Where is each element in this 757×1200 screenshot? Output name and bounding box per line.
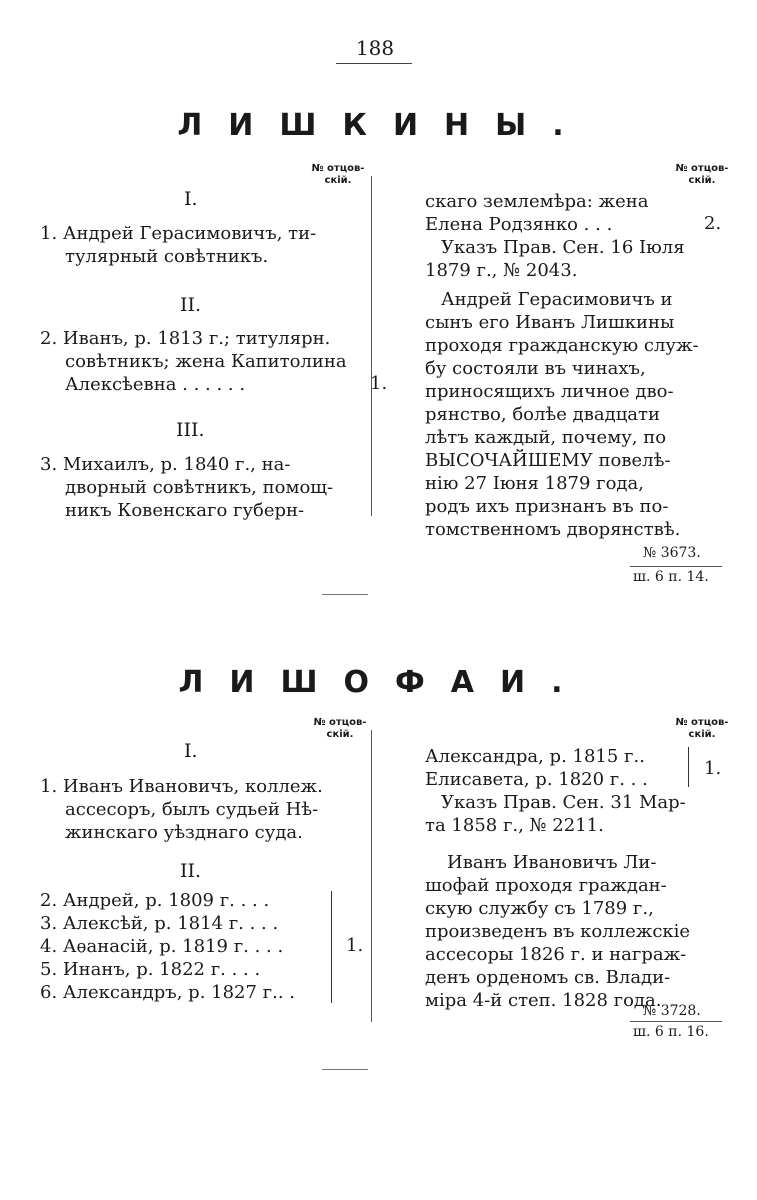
note-line: лѣтъ каждый, почему, по xyxy=(425,427,667,448)
entry-line: тулярный совѣтникъ. xyxy=(65,246,269,267)
note-line: Андрей Герасимовичъ и xyxy=(441,289,673,310)
entry-line: 3. Алексѣй, р. 1814 г. . . . xyxy=(40,913,279,934)
entry-line: Елисавета, р. 1820 г. . . xyxy=(425,769,648,790)
archive-number: № 3673. xyxy=(643,545,701,561)
parent-number: 2. xyxy=(704,213,722,234)
entry-line: 2. Иванъ, р. 1813 г.; титулярн. xyxy=(40,328,331,349)
entry-line: 2. Андрей, р. 1809 г. . . . xyxy=(40,890,270,911)
entry-line: 1. Иванъ Ивановичъ, коллеж. xyxy=(40,776,323,797)
entry-line: ассесоръ, былъ судьей Нѣ- xyxy=(65,799,319,820)
sibling-brace xyxy=(680,747,689,787)
note-line: ВЫСОЧАЙШЕМУ повелѣ- xyxy=(425,450,671,471)
entry-line: жинскаго уѣзднаго суда. xyxy=(65,822,303,843)
page-number: 188 xyxy=(355,36,395,60)
note-line: родъ ихъ признанъ въ по- xyxy=(425,496,669,517)
note-line: денъ орденомъ св. Влади- xyxy=(425,967,671,988)
decree-line: та 1858 г., № 2211. xyxy=(425,815,604,836)
column-header-left: № отцов- скій. xyxy=(311,163,365,186)
entry-line: Алексѣевна . . . . . . xyxy=(65,374,246,395)
entry-line: 6. Александръ, р. 1827 г.. . xyxy=(40,982,295,1003)
page-number-rule xyxy=(336,63,412,64)
entry-line: Елена Родзянко . . . xyxy=(425,214,613,235)
section-separator xyxy=(322,594,368,595)
entry-line: скаго землемѣра: жена xyxy=(425,191,649,212)
generation-heading: II. xyxy=(180,294,202,316)
section-separator xyxy=(322,1069,368,1070)
section-title-lishkiny: ЛИШКИНЫ. xyxy=(177,108,590,143)
generation-heading: I. xyxy=(184,188,198,210)
generation-heading: II. xyxy=(180,860,202,882)
archive-rule xyxy=(630,566,722,567)
note-line: скую службу съ 1789 г., xyxy=(425,898,654,919)
archive-location: ш. 6 п. 14. xyxy=(633,569,709,585)
note-line: міра 4-й степ. 1828 года. xyxy=(425,990,662,1011)
entry-line: совѣтникъ; жена Капитолина xyxy=(65,351,347,372)
note-line: проходя гражданскую служ- xyxy=(425,335,699,356)
decree-line: 1879 г., № 2043. xyxy=(425,260,578,281)
sibling-brace xyxy=(321,891,332,1003)
entry-line: никъ Ковенскаго губерн- xyxy=(65,500,305,521)
note-line: произведенъ въ коллежскіе xyxy=(425,921,691,942)
entry-line: дворный совѣтникъ, помощ- xyxy=(65,477,334,498)
note-line: бу состояли въ чинахъ, xyxy=(425,358,646,379)
entry-line: 5. Инанъ, р. 1822 г. . . . xyxy=(40,959,261,980)
column-header-left: № отцов- скій. xyxy=(313,717,367,740)
generation-heading: I. xyxy=(184,740,198,762)
note-line: нію 27 Іюня 1879 года, xyxy=(425,473,644,494)
column-header-right: № отцов- скій. xyxy=(675,717,729,740)
decree-line: Указъ Прав. Сен. 31 Мар- xyxy=(441,792,686,813)
entry-line: 1. Андрей Герасимовичъ, ти- xyxy=(40,223,317,244)
note-line: шофай проходя граждан- xyxy=(425,875,667,896)
archive-location: ш. 6 п. 16. xyxy=(633,1024,709,1040)
entry-line: Александра, р. 1815 г.. xyxy=(425,746,645,767)
column-divider xyxy=(371,176,372,516)
archive-rule xyxy=(630,1021,722,1022)
archive-number: № 3728. xyxy=(643,1003,701,1019)
column-header-right: № отцов- скій. xyxy=(675,163,729,186)
parent-number: 1. xyxy=(370,373,388,394)
entry-line: 3. Михаилъ, р. 1840 г., на- xyxy=(40,454,291,475)
note-line: приносящихъ личное дво- xyxy=(425,381,674,402)
entry-line: 4. Аѳанасій, р. 1819 г. . . . xyxy=(40,936,284,957)
note-line: томственномъ дворянствѣ. xyxy=(425,519,681,540)
parent-number: 1. xyxy=(704,758,722,779)
note-line: ассесоры 1826 г. и награж- xyxy=(425,944,687,965)
column-divider xyxy=(371,730,372,1022)
note-line: сынъ его Иванъ Лишкины xyxy=(425,312,675,333)
note-line: рянство, болѣе двадцати xyxy=(425,404,660,425)
decree-line: Указъ Прав. Сен. 16 Іюля xyxy=(441,237,685,258)
section-title-lishofai: ЛИШОФАИ. xyxy=(178,665,589,700)
note-line: Иванъ Ивановичъ Ли- xyxy=(447,852,657,873)
generation-heading: III. xyxy=(176,419,205,441)
parent-number: 1. xyxy=(346,935,364,956)
